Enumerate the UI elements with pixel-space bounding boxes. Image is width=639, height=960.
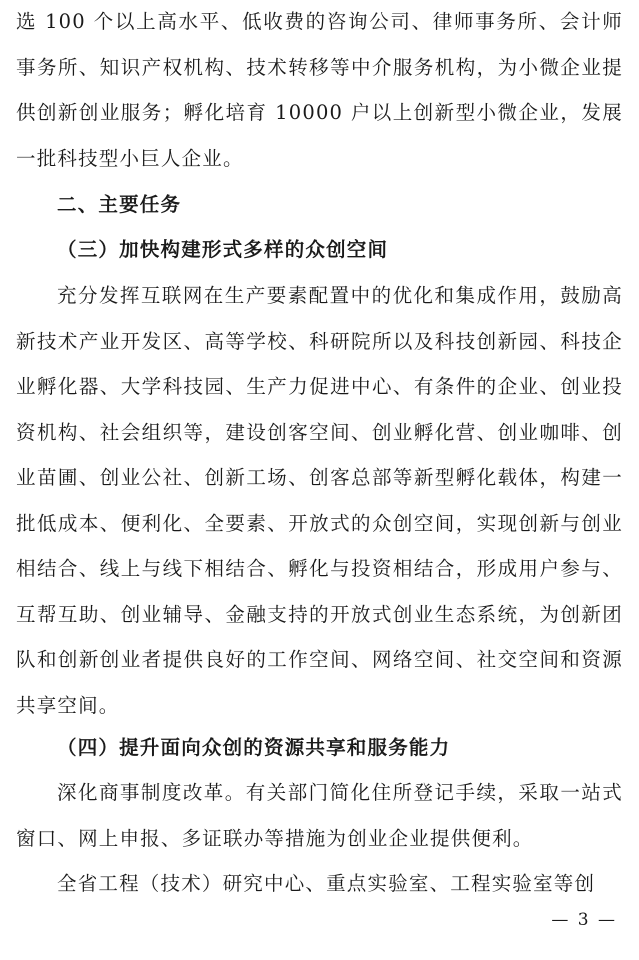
paragraph-subsection-4-body-1: 深化商事制度改革。有关部门简化住所登记手续，采取一站式窗口、网上申报、多证联办等措施为创业企业提供便利。 [16, 781, 623, 850]
paragraph-subsection-3-body: 充分发挥互联网在生产要素配置中的优化和集成作用，鼓励高新技术产业开发区、高等学校、科研院所以及科技创新园、科技企业孵化器、大学科技园、生产力促进中心、有条件的企业、创业投资机构、社会组织等，建设创客空间、创业孵化营、创业咖啡、创业苗圃、创业公社、创新工场、创客总部等新型孵化载体，构建一批低成本、便利化、全要素、开放式的众创空间，实现创新与创业相结合、线上与线下相结合、孵化与投资相结合，形成用户参与、互帮互助、创业辅导、金融支持的开放式创业生态系统，为创新团队和创新创业者提供良好的工作空间、网络空间、社交空间和资源共享空间。 [16, 284, 623, 717]
subsection-heading-3: （三）加快构建形式多样的众创空间 [57, 238, 389, 261]
paragraph-subsection-4-body-2: 全省工程（技术）研究中心、重点实验室、工程实验室等创 [57, 872, 596, 895]
section-heading-main-tasks: 二、主要任务 [57, 193, 182, 216]
paragraph-intro-continuation: 选 100 个以上高水平、低收费的咨询公司、律师事务所、会计师事务所、知识产权机构、技术转移等中介服务机构，为小微企业提供创新创业服务；孵化培育 10000 户以上创新型小微企业，发展一批科技型小巨人企业。 [16, 10, 623, 170]
page-number: — 3 — [551, 910, 617, 930]
subsection-heading-4: （四）提升面向众创的资源共享和服务能力 [57, 736, 451, 759]
